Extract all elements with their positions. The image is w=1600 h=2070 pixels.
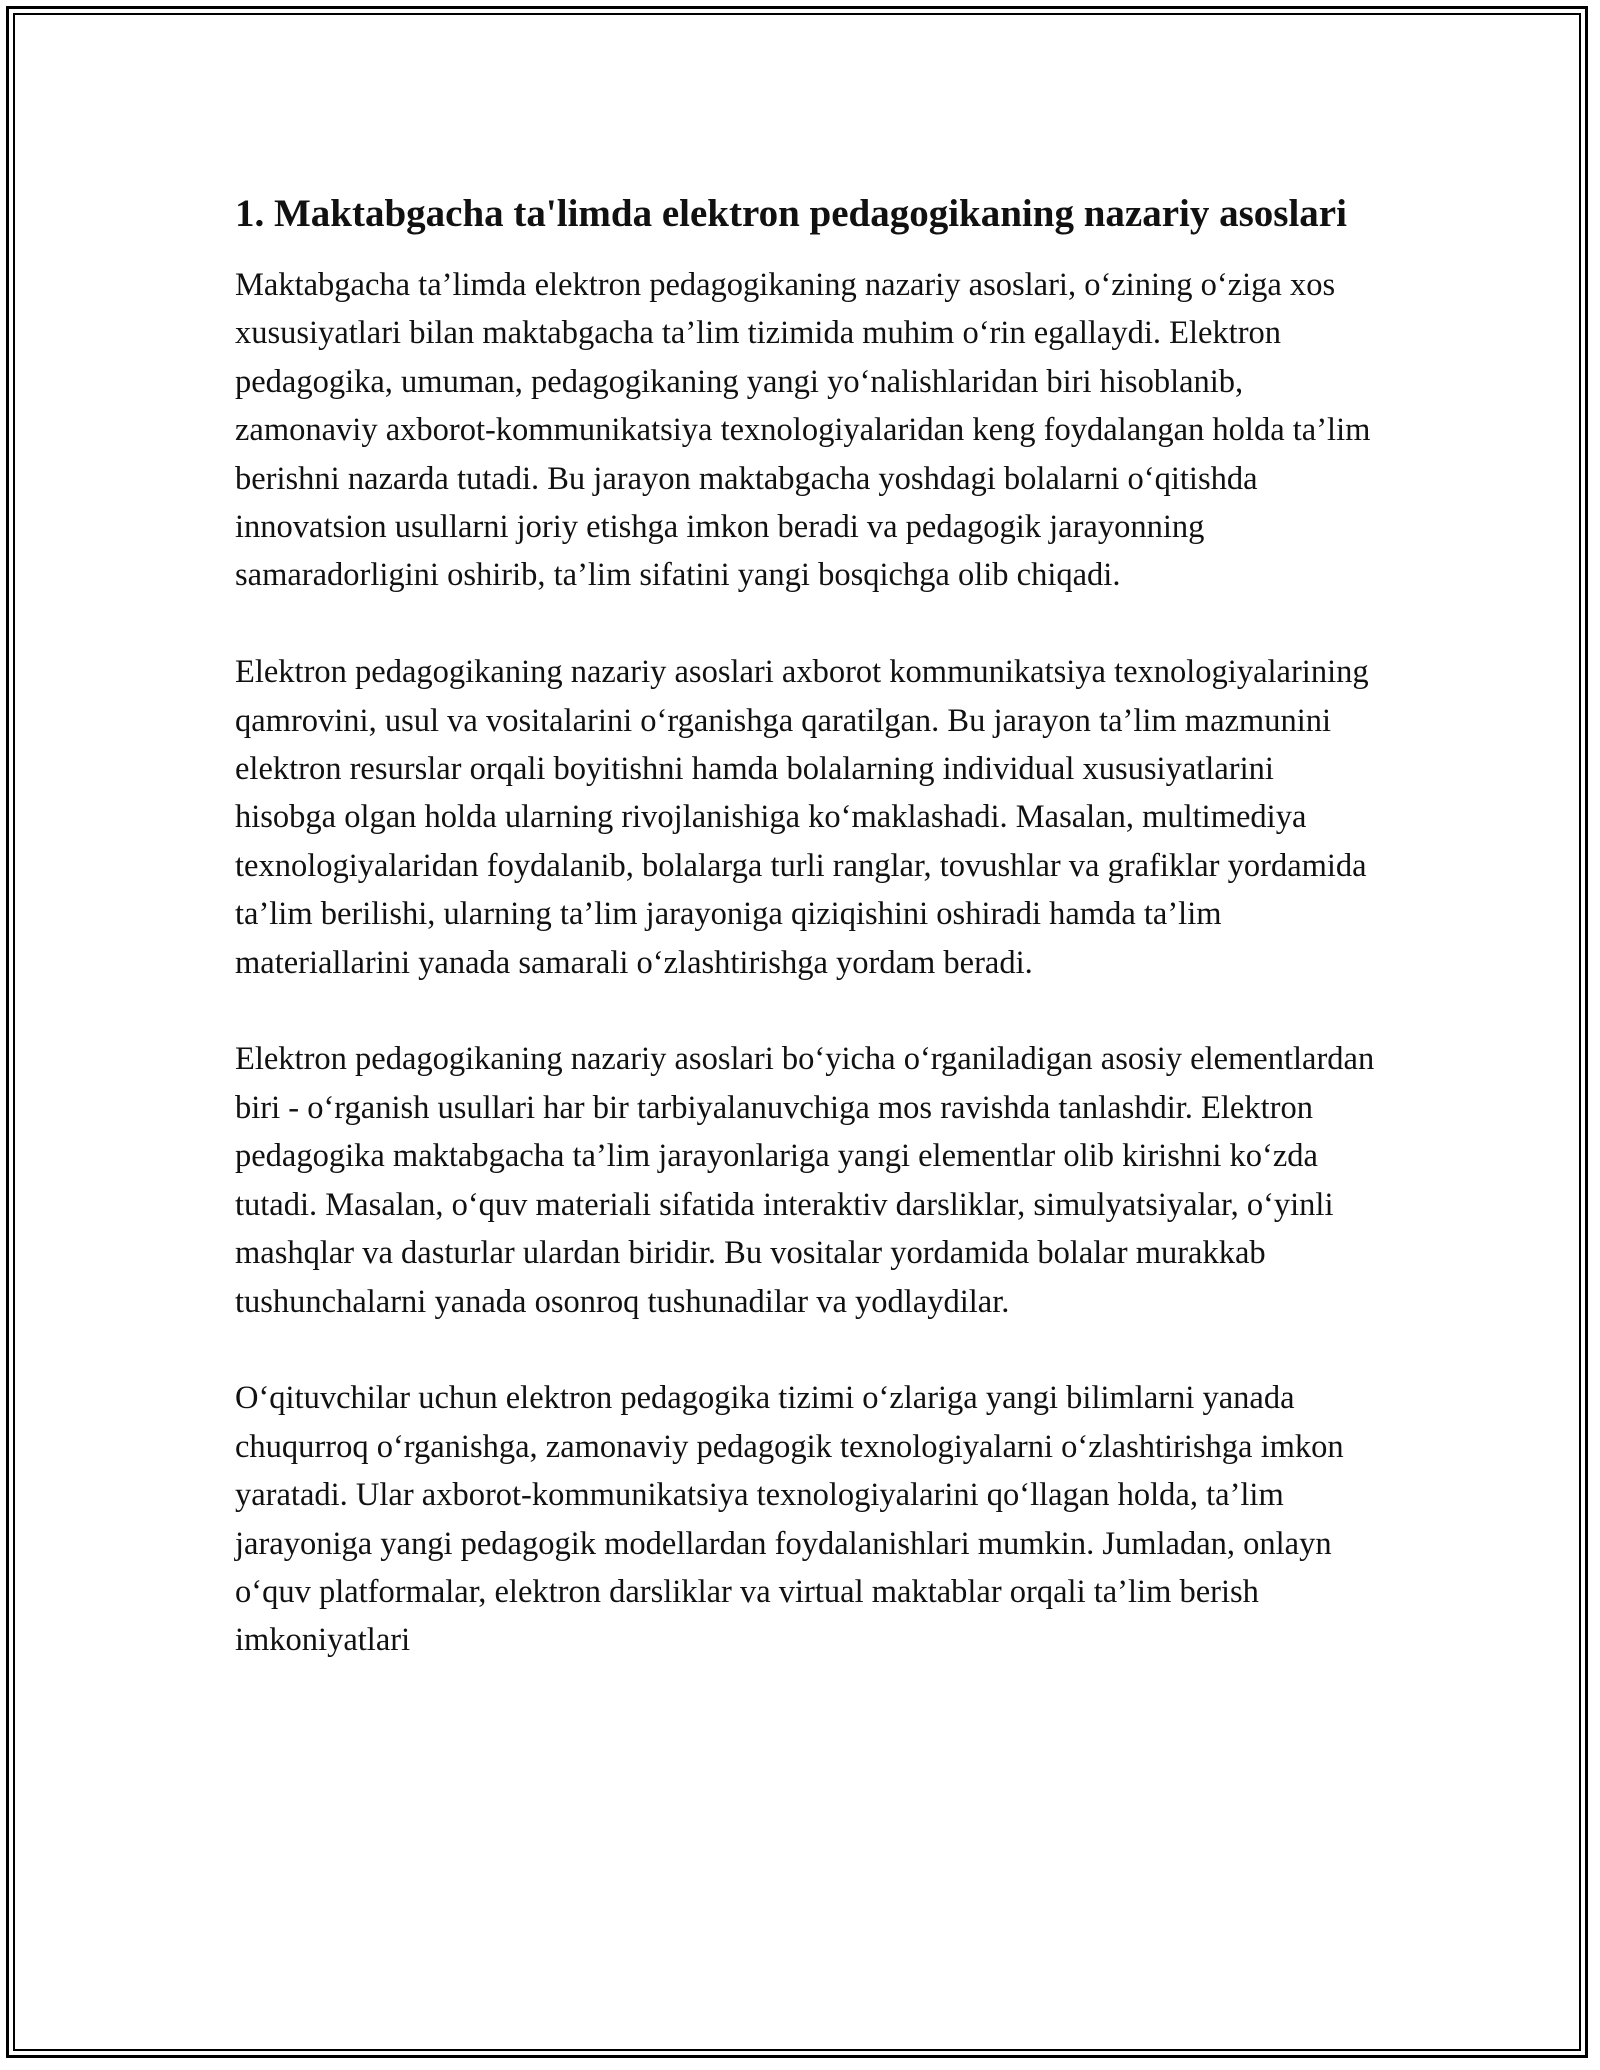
document-body [235,186,1375,1665]
paragraph-2: Elektron pedagogikaning nazariy asoslari axborot kommunikatsiya texnologiyalarining qamrovini, usul va vositalarini o‘rganishga qaratilgan. Bu jarayon ta’lim mazmunini elektron resurslar orqali boyitishni hamda bolalarning individual xususiyatlarini hisobga olgan holda ularning rivojlanishiga ko‘maklashadi. Masalan, multimediya texnologiyalaridan foydalanib, bolalarga turli ranglar, tovushlar va grafiklar yordamida ta’lim berilishi, ularning ta’lim jarayoniga qiziqishini oshiradi hamda ta’lim materiallarini yanada samarali o‘zlashtirishga yordam beradi. [235,654,1369,981]
paragraph-4: O‘qituvchilar uchun elektron pedagogika tizimi o‘zlariga yangi bilimlarni yanada chuqurroq o‘rganishga, zamonaviy pedagogik texnologiyalarni o‘zlashtirishga imkon yaratadi. Ular axborot-kommunikatsiya texnologiyalarini qo‘llagan holda, ta’lim jarayoniga yangi pedagogik modellardan foydalanishlari mumkin. Jumladan, onlayn o‘quv platformalar, elektron darsliklar va virtual maktablar orqali ta’lim berish imkoniyatlari [235,1380,1344,1659]
section-heading: 1. Maktabgacha ta'limda elektron pedagogikaning nazariy asoslari [235,192,1347,235]
paragraph-3: Elektron pedagogikaning nazariy asoslari bo‘yicha o‘rganiladigan asosiy elementlardan biri - o‘rganish usullari har bir tarbiyalanuvchiga mos ravishda tanlashdir. Elektron pedagogika maktabgacha ta’lim jarayonlariga yangi elementlar olib kirishni ko‘zda tutadi. Masalan, o‘quv materiali sifatida interaktiv darsliklar, simulyatsiyalar, o‘yinli mashqlar va dasturlar ulardan biridir. Bu vositalar yordamida bolalar murakkab tushunchalarni yanada osonroq tushunadilar va yodlaydilar. [235,1041,1375,1320]
paragraph-1: Maktabgacha ta’limda elektron pedagogikaning nazariy asoslari, o‘zining o‘ziga xos xususiyatlari bilan maktabgacha ta’lim tizimida muhim o‘rin egallaydi. Elektron pedagogika, umuman, pedagogikaning yangi yo‘nalishlaridan biri hisoblanib, zamonaviy axborot-kommunikatsiya texnologiyalaridan keng foydalangan holda ta’lim berishni nazarda tutadi. Bu jarayon maktabgacha yoshdagi bolalarni o‘qitishda innovatsion usullarni joriy etishga imkon beradi va pedagogik jarayonning samaradorligini oshirib, ta’lim sifatini yangi bosqichga olib chiqadi. [235,267,1371,594]
